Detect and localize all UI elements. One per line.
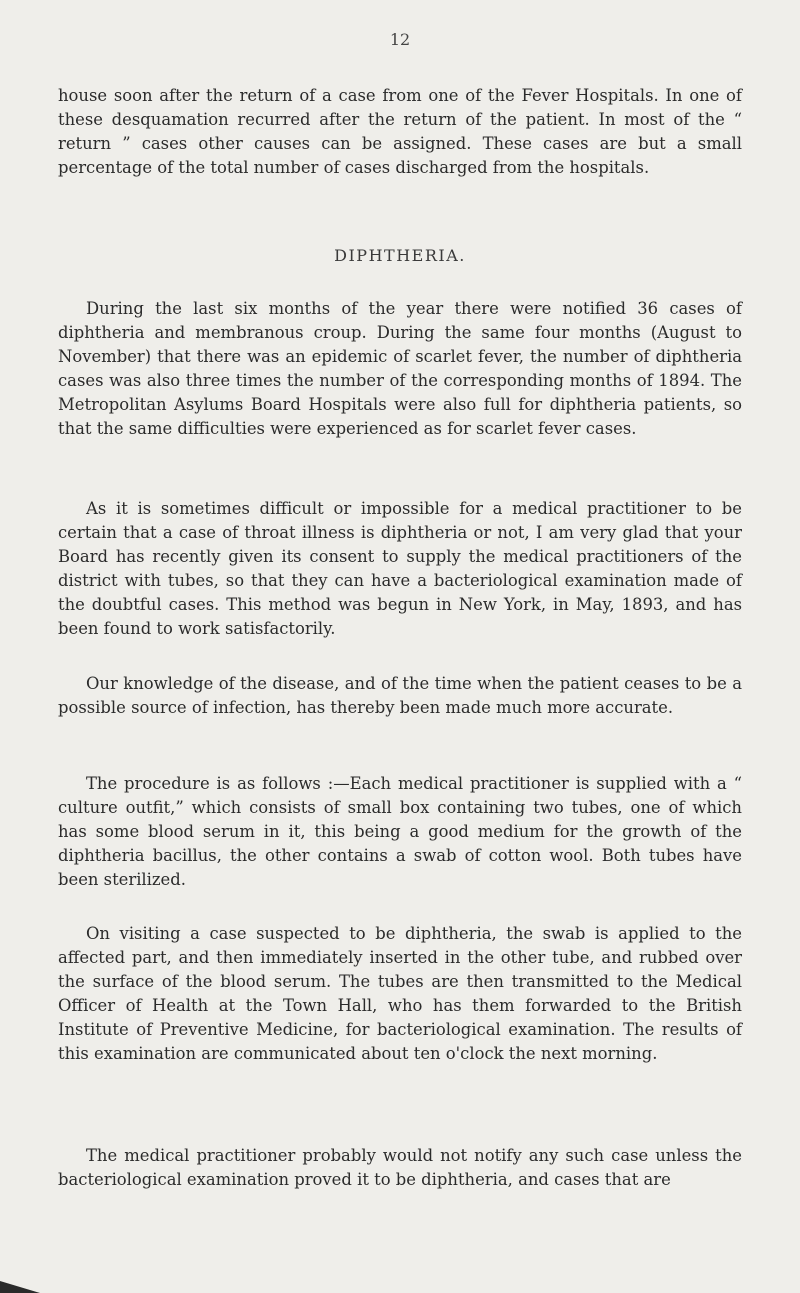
paragraph-knowledge: Our knowledge of the disease, and of the time when the patient ceases to be a possible source of infection, has thereby been made much more accurate.	[58, 674, 742, 717]
paragraph-procedure: The procedure is as follows :—Each medical practitioner is supplied with a “ culture outfit,” which consists of small box containing two tubes, one of which has some blood serum in it, this being a good medium for the growth of the diphtheria bacillus, the other contains a swab of cotton wool. Both tubes have been sterilized.	[58, 774, 742, 889]
paragraph-return-cases: house soon after the return of a case from one of the Fever Hospitals. In one of these desquamation recurred after the return of the patient. In most of the “ return ” cases other causes can be assigned. These cases are but a small percentage of the total number of cases discharged from the hospitals.	[58, 86, 742, 177]
paragraph-notification: The medical practitioner probably would not notify any such case unless the bacteriological examination proved it to be diphtheria, and cases that are	[58, 1146, 742, 1189]
paragraph-visiting-case: On visiting a case suspected to be diphtheria, the swab is applied to the affected part, and then immediately inserted in the other tube, and rubbed over the surface of the blood serum. The tubes are then transmitted to the Medical Officer of Health at the Town Hall, who has them forwarded to the British Institute of Preventive Medicine, for bacteriological examination. The results of this examination are communicated about ten o'clock the next morning.	[58, 924, 742, 1063]
paragraph-diphtheria-notified: During the last six months of the year there were notified 36 cases of diphtheria and membranous croup. During the same four months (August to November) that there was an epidemic of scarlet fever, the number of diphtheria cases was also three times the number of the corresponding months of 1894. The Metropolitan Asylums Board Hospitals were also full for diphtheria patients, so that the same difficulties were experienced as for scarlet fever cases.	[58, 299, 742, 438]
scan-corner-shadow	[0, 1281, 40, 1293]
page-number: 12	[389, 30, 411, 49]
section-heading: DIPHTHERIA.	[334, 246, 466, 265]
paragraph-bacteriological-tubes: As it is sometimes difficult or impossible for a medical practitioner to be certain that a case of throat illness is diphtheria or not, I am very glad that your Board has recently given its consent to supply the medical practitioners of the district with tubes, so that they can have a bacteriological examination made of the doubtful cases. This method was begun in New York, in May, 1893, and has been found to work satisfactorily.	[58, 499, 742, 638]
